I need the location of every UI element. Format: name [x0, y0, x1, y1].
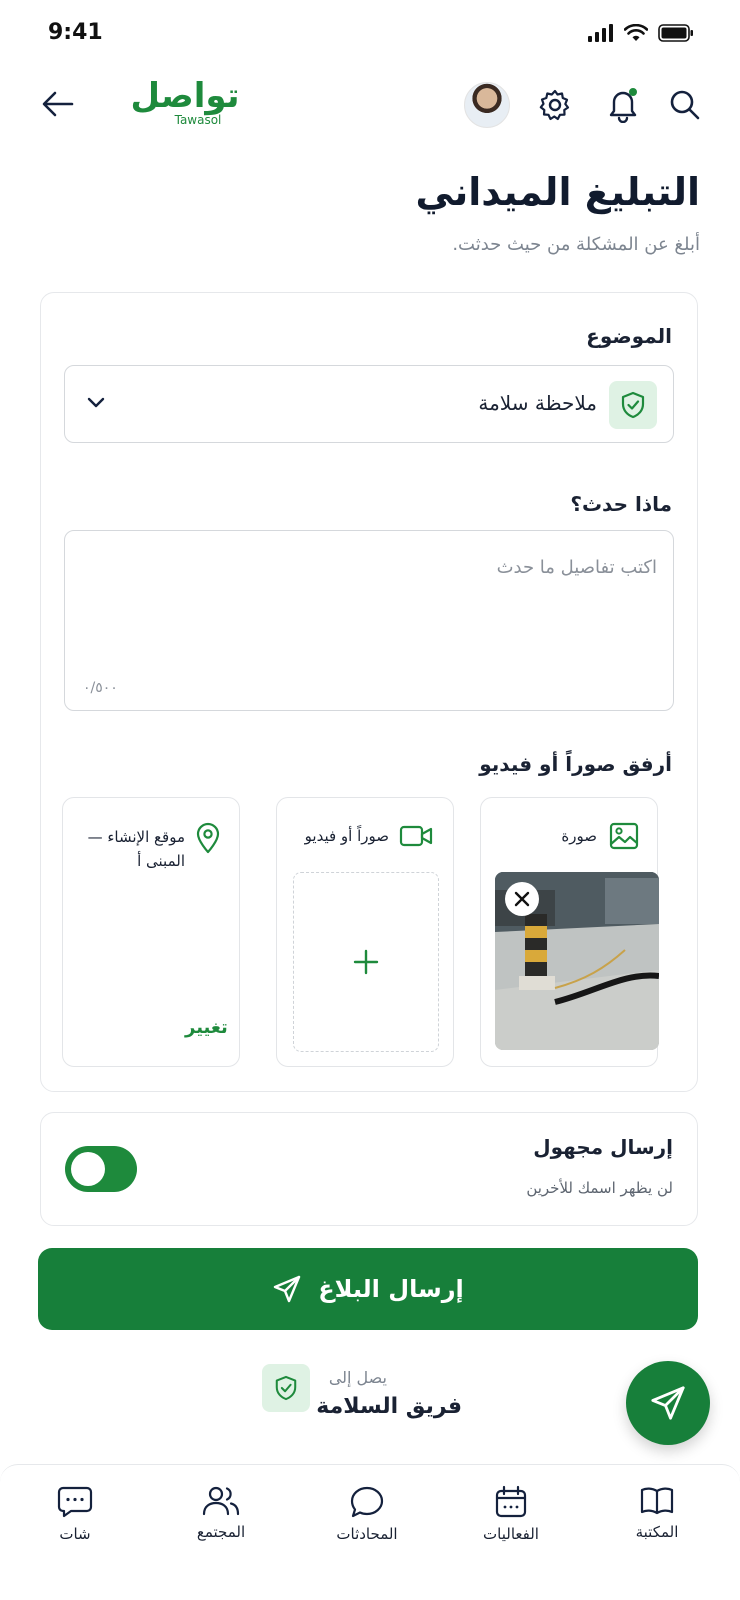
close-icon — [514, 891, 530, 907]
recipient-name: فريق السلامة — [316, 1394, 462, 1419]
chat-dots-icon — [57, 1485, 93, 1519]
nav-item-library[interactable] — [602, 1485, 712, 1565]
signal-icon — [588, 24, 614, 42]
anonymous-toggle[interactable] — [65, 1146, 137, 1192]
remove-photo-button[interactable] — [505, 882, 539, 916]
details-label: ماذا حدث؟ — [570, 492, 672, 516]
nav-item-community[interactable] — [166, 1485, 276, 1565]
change-location-link[interactable]: تغيير — [185, 1017, 228, 1038]
video-tile — [276, 797, 454, 1067]
subject-value: ملاحظة سلامة — [478, 391, 597, 415]
anonymous-title: إرسال مجهول — [533, 1135, 673, 1159]
attach-label: أرفق صوراً أو فيديو — [479, 752, 672, 776]
bell-icon — [606, 87, 640, 123]
send-icon — [649, 1384, 687, 1422]
video-camera-icon — [399, 824, 433, 848]
location-pin-icon — [195, 822, 221, 854]
search-icon — [669, 89, 701, 121]
status-time: 9:41 — [48, 20, 103, 45]
photo-tile — [480, 797, 658, 1067]
send-icon — [272, 1274, 302, 1304]
calendar-icon — [494, 1485, 528, 1519]
wifi-icon — [624, 24, 648, 42]
avatar[interactable] — [464, 82, 510, 128]
nav-label: الفعاليات — [483, 1525, 539, 1543]
location-line-2: المبنى أ — [137, 852, 185, 870]
shield-check-icon — [620, 391, 646, 419]
nav-label: المحادثات — [336, 1525, 398, 1543]
chat-bubble-icon — [349, 1485, 385, 1519]
settings-button[interactable] — [536, 86, 574, 124]
shield-check-icon — [274, 1375, 298, 1401]
subject-badge — [609, 381, 657, 429]
add-media-dropzone[interactable] — [293, 872, 439, 1052]
submit-label: إرسال البلاغ — [318, 1275, 464, 1303]
gear-icon — [538, 88, 572, 122]
details-textarea[interactable] — [64, 530, 674, 711]
recipient-badge — [262, 1364, 310, 1412]
nav-item-events[interactable] — [456, 1485, 566, 1565]
recipient-prefix: يصل إلى — [328, 1368, 387, 1387]
subject-label: الموضوع — [586, 324, 672, 348]
notifications-button[interactable] — [604, 86, 642, 124]
location-line-1: موقع الإنشاء — — [87, 828, 185, 846]
nav-label: شات — [59, 1525, 91, 1543]
chevron-down-icon — [85, 392, 107, 414]
subject-select[interactable] — [64, 365, 674, 443]
anonymous-card — [40, 1112, 698, 1226]
page-subtitle: أبلغ عن المشكلة من حيث حدثت. — [452, 234, 700, 255]
character-counter: ٠/٥٠٠ — [83, 680, 118, 696]
toggle-knob — [71, 1152, 105, 1186]
logo-arabic: تواصل — [130, 76, 240, 116]
page-title: التبليغ الميداني — [415, 170, 700, 214]
image-icon — [609, 822, 639, 850]
anonymous-subtitle: لن يظهر اسمك للأخرين — [526, 1179, 673, 1197]
battery-icon — [658, 24, 694, 42]
quick-send-fab[interactable] — [626, 1361, 710, 1445]
bottom-nav — [0, 1464, 740, 1600]
status-icons — [588, 24, 694, 42]
nav-label: المكتبة — [635, 1523, 679, 1541]
logo-english: Tawasol — [174, 113, 222, 127]
location-tile-title — [88, 825, 185, 873]
search-button[interactable] — [666, 86, 704, 124]
app-logo — [130, 78, 240, 132]
book-icon — [639, 1485, 675, 1517]
photo-tile-title: صورة — [561, 827, 597, 845]
submit-report-button[interactable] — [38, 1248, 698, 1330]
nav-item-conversations[interactable] — [312, 1485, 422, 1565]
details-placeholder: اكتب تفاصيل ما حدث — [496, 557, 657, 578]
back-button[interactable] — [40, 86, 76, 122]
video-tile-title: صوراً أو فيديو — [304, 827, 389, 845]
plus-icon — [353, 949, 379, 975]
location-tile — [62, 797, 240, 1067]
users-icon — [202, 1485, 240, 1517]
arrow-left-icon — [42, 91, 74, 117]
nav-item-chat[interactable] — [20, 1485, 130, 1565]
nav-label: المجتمع — [196, 1523, 246, 1541]
